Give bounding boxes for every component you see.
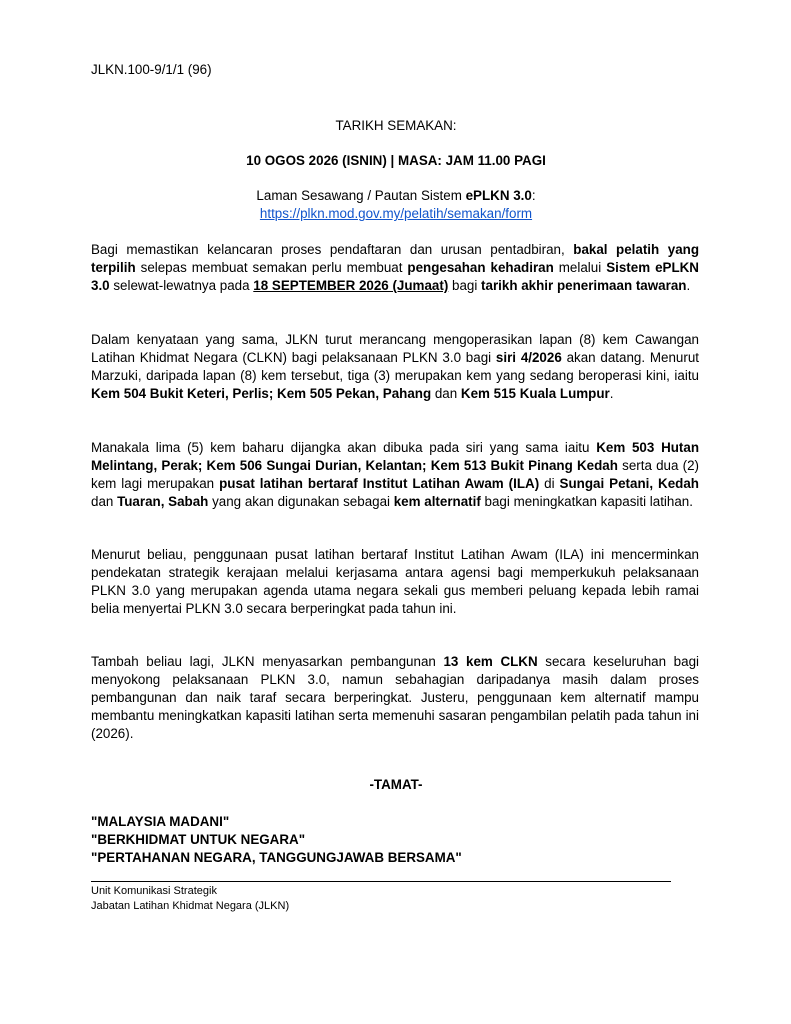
link-label-text: Laman Sesawang / Pautan Sistem bbox=[256, 188, 466, 203]
link-label-system: ePLKN 3.0 bbox=[465, 188, 532, 203]
reference-number: JLKN.100-9/1/1 (96) bbox=[91, 62, 212, 77]
slogan-berkhidmat: "BERKHIDMAT UNTUK NEGARA" bbox=[91, 832, 306, 847]
footer bbox=[91, 884, 289, 914]
footer-divider bbox=[91, 881, 671, 882]
link-label-colon: : bbox=[531, 188, 536, 203]
paragraph-13-camps: Tambah beliau lagi, JLKN menyasarkan pembangunan 13 kem CLKN secara keseluruhan bagi menyokong pelaksanaan PLKN 3.0, namun sebahagian daripadanya masih dalam proses pembangunan dan naik taraf secara berperingkat. Justeru, penggunaan kem alternatif mampu membantu meningkatkan kapasiti latihan serta memenuhi sasaran pengambilan pelatih pada tahun ini (2026). bbox=[91, 654, 699, 741]
paragraph-new-camps: Manakala lima (5) kem baharu dijangka akan dibuka pada siri yang sama iaitu Kem 503 Hutan Melintang, Perak; Kem 506 Sungai Durian, Kelantan; Kem 513 Bukit Pinang Kedah serta dua (2) kem lagi merupakan pusat latihan bertaraf Institut Latihan Awam (ILA) di Sungai Petani, Kedah dan Tuaran, Sabah yang akan digunakan sebagai kem alternatif bagi meningkatkan kapasiti latihan. bbox=[91, 440, 700, 509]
footer-unit: Unit Komunikasi Strategik bbox=[91, 885, 217, 897]
slogans bbox=[91, 813, 462, 867]
check-date-value: 10 OGOS 2026 (ISNIN) | MASA: JAM 11.00 PAGI bbox=[246, 153, 546, 168]
paragraph-ila-strategy: Menurut beliau, penggunaan pusat latihan bertaraf Institut Latihan Awam (ILA) ini mencerminkan pendekatan strategik kerajaan melalui kerjasama antara agensi bagi memperkukuh pelaksanaan PLKN 3.0 yang merupakan agenda utama negara sekali gus memberi peluang kepada lebih ramai belia menyertai PLKN 3.0 secara berperingkat pada tahun ini. bbox=[91, 547, 699, 616]
paragraph-existing-camps: Dalam kenyataan yang sama, JLKN turut merancang mengoperasikan lapan (8) kem Cawangan Latihan Khidmat Negara (CLKN) bagi pelaksanaan PLKN 3.0 bagi siri 4/2026 akan datang. Menurut Marzuki, daripada lapan (8) kem tersebut, tiga (3) merupakan kem yang sedang beroperasi kini, iaitu Kem 504 Bukit Keteri, Perlis; Kem 505 Pekan, Pahang dan Kem 515 Kuala Lumpur. bbox=[91, 332, 699, 401]
paragraph-confirmation: Bagi memastikan kelancaran proses pendaftaran dan urusan pentadbiran, bakal pelatih yang terpilih selepas membuat semakan perlu membuat pengesahan kehadiran melalui Sistem ePLKN 3.0 selewat-lewatnya pada 18 SEPTEMBER 2026 (Jumaat) bagi tarikh akhir penerimaan tawaran. bbox=[91, 242, 700, 293]
link-label bbox=[91, 188, 701, 203]
slogan-pertahanan: "PERTAHANAN NEGARA, TANGGUNGJAWAB BERSAMA" bbox=[91, 850, 462, 865]
footer-department: Jabatan Latihan Khidmat Negara (JLKN) bbox=[91, 900, 290, 912]
slogan-madani: "MALAYSIA MADANI" bbox=[91, 814, 230, 829]
end-mark: -TAMAT- bbox=[369, 777, 423, 792]
eplkn-link[interactable]: https://plkn.mod.gov.my/pelatih/semakan/form bbox=[259, 206, 533, 221]
check-date-label: TARIKH SEMAKAN: bbox=[335, 118, 457, 133]
